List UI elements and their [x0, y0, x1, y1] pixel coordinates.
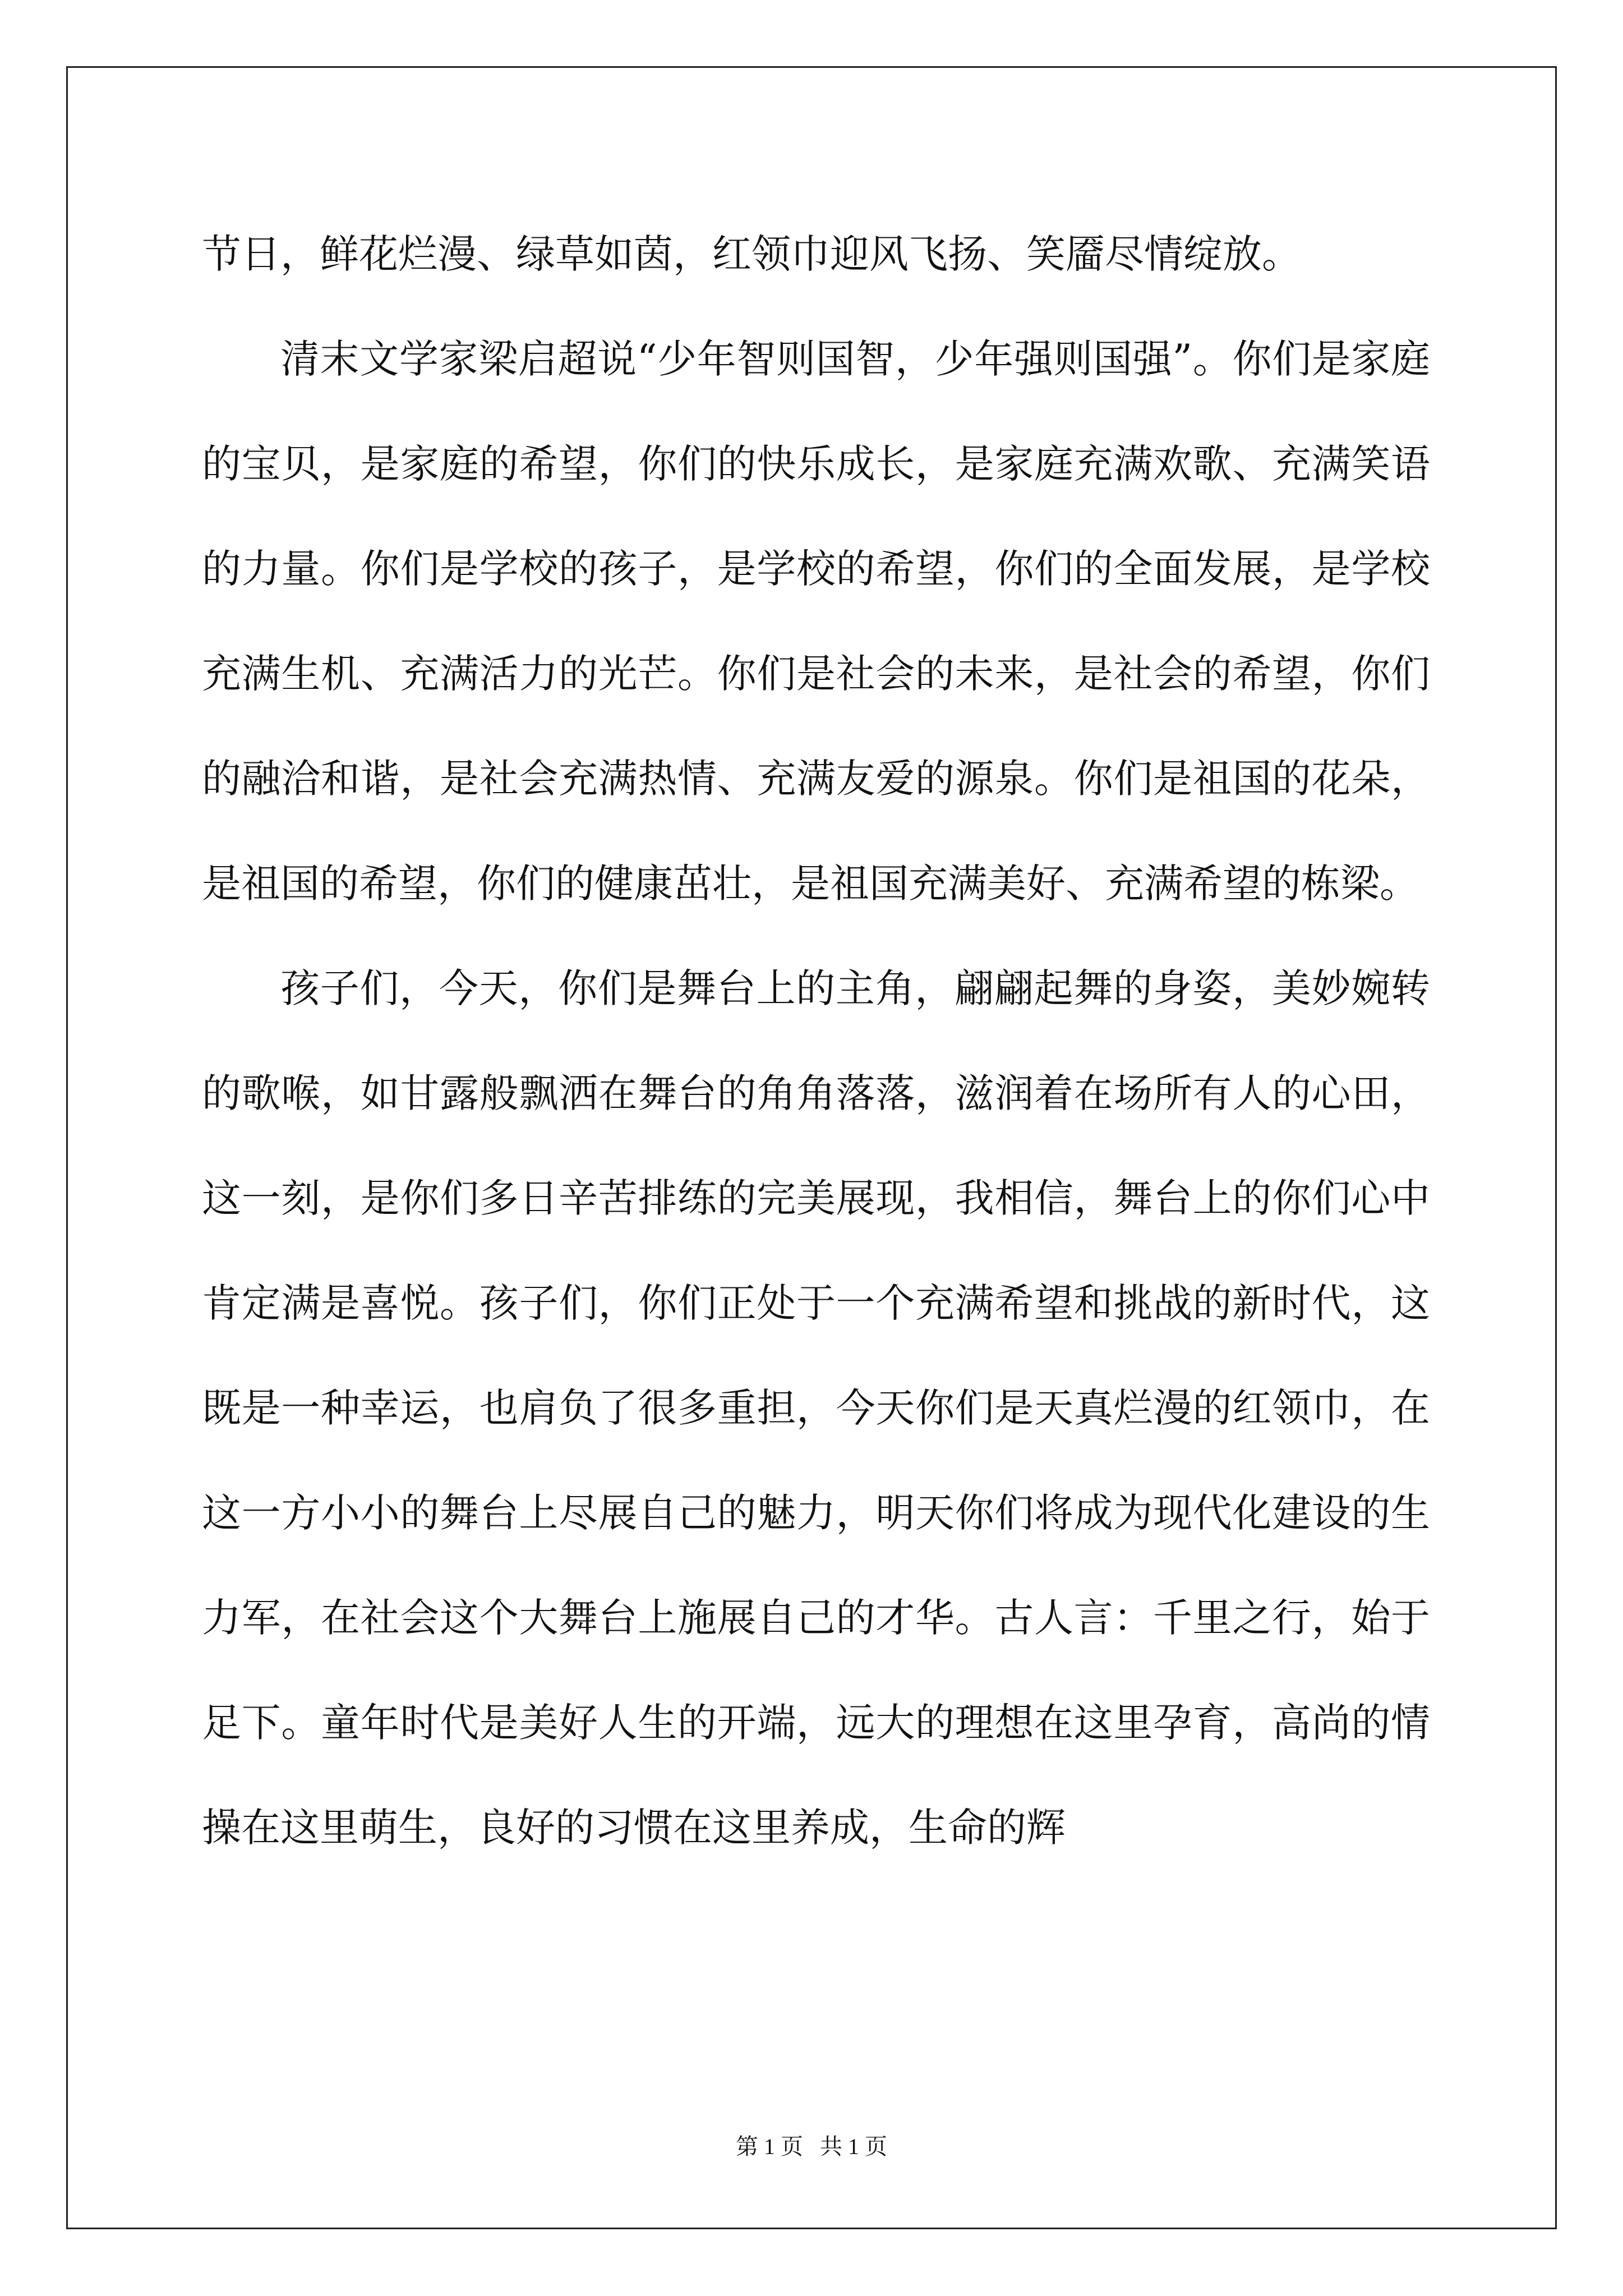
paragraph-1: 节日，鲜花烂漫、绿草如茵，红领巾迎风飞扬、笑靥尽情绽放。: [202, 231, 1301, 277]
page-footer: 第 1 页 共 1 页: [736, 2134, 887, 2159]
paragraph-2: 清末文学家梁启超说“少年智则国智，少年强则国强”。你们是家庭的宝贝，是家庭的希望，你们的快乐成长，是家庭充满欢歌、充满笑语的力量。你们是学校的孩子，是学校的希望，你们的全面发展，是学校充满生机、充满活力的光芒。你们是社会的未来，是社会的希望，你们的融洽和谐，是社会充满热情、充满友爱的源泉。你们是祖国的花朵，是祖国的希望，你们的健康茁壮，是祖国充满美好、充满希望的栋梁。: [202, 336, 1430, 907]
document-body: [202, 202, 1430, 1880]
paragraph-3: 孩子们，今天，你们是舞台上的主角，翩翩起舞的身姿，美妙婉转的歌喉，如甘露般飘洒在舞台的角角落落，滋润着在场所有人的心田，这一刻，是你们多日辛苦排练的完美展现，我相信，舞台上的你们心中肯定满是喜悦。孩子们，你们正处于一个充满希望和挑战的新时代，这既是一种幸运，也肩负了很多重担，今天你们是天真烂漫的红领巾，在这一方小小的舞台上尽展自己的魅力，明天你们将成为现代化建设的生力军，在社会这个大舞台上施展自己的才华。古人言：千里之行，始于足下。童年时代是美好人生的开端，远大的理想在这里孕育，高尚的情操在这里萌生，良好的习惯在这里养成，生命的辉: [202, 965, 1430, 1851]
